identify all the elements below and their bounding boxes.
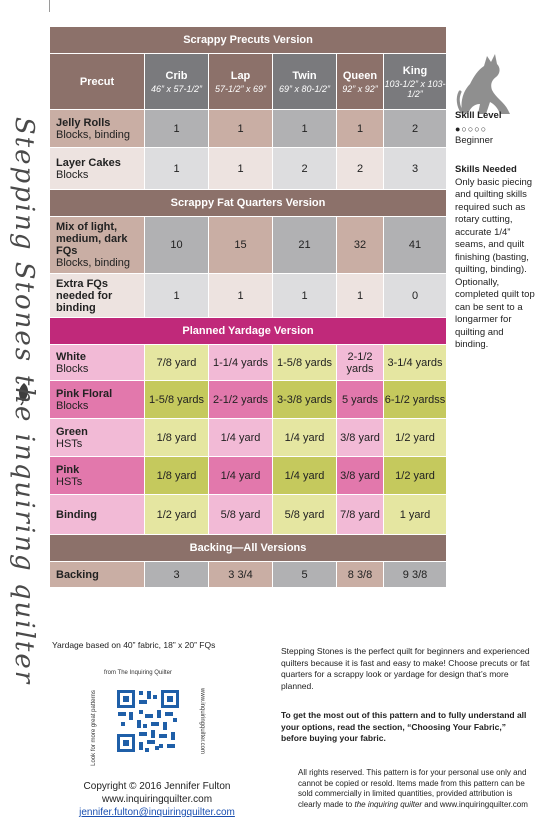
table-cell: 1/2 yard: [145, 495, 209, 535]
table-cell: 1: [145, 148, 209, 190]
table-cell: 5: [273, 562, 337, 588]
table-cell: 2: [273, 148, 337, 190]
table-row: [50, 345, 447, 381]
table-row: [50, 457, 447, 495]
table-cell: 1/4 yard: [273, 419, 337, 457]
qr-caption-right: www.inquiringquilter.com: [199, 687, 206, 755]
table-cell: 21: [273, 217, 337, 274]
section-fat-quarters: Scrappy Fat Quarters Version: [50, 190, 447, 217]
table-cell: 5 yards: [337, 381, 384, 419]
table-cell: 1-1/4 yards: [209, 345, 273, 381]
table-cell: 1/2 yard: [384, 457, 447, 495]
table-cell: 7/8 yard: [145, 345, 209, 381]
skill-level-block: [455, 110, 545, 148]
cat-illustration-icon: [456, 50, 514, 116]
side-title-top: Stepping Stones: [9, 116, 39, 364]
header-size: Lap 57-1/2” x 69”: [209, 54, 273, 110]
skill-level-value: Beginner: [455, 135, 494, 146]
side-title-bottom: the inquiring quilter: [9, 374, 39, 686]
table-cell: 1 yard: [384, 495, 447, 535]
skill-rating-dots: ●○○○○: [455, 123, 488, 134]
contact-block: [52, 780, 262, 819]
table-cell: 6-1/2 yardss: [384, 381, 447, 419]
table-cell: 8 3/8: [337, 562, 384, 588]
table-row: [50, 562, 447, 588]
table-cell: 2: [337, 148, 384, 190]
table-cell: 1: [145, 110, 209, 148]
intro-text: Stepping Stones is the perfect quilt for beginners and experienced quilters because it is fast and easy to make! Choose precuts or fat quarters for a scrappy look or yardage for design that’s more planned.: [281, 646, 530, 691]
row-label-cell: Pink HSTs: [50, 457, 145, 495]
table-row: [50, 217, 447, 274]
table-cell: 1: [337, 274, 384, 318]
table-cell: 1/4 yard: [209, 419, 273, 457]
row-label-cell: Jelly Rolls Blocks, binding: [50, 110, 145, 148]
row-label-cell: Mix of light, medium, dark FQs Blocks, binding: [50, 217, 145, 274]
qr-caption-left: Look for more great patterns: [90, 690, 97, 766]
email-link[interactable]: jennifer.fulton@inquiringquilter.com: [79, 807, 235, 818]
table-cell: 1-5/8 yards: [273, 345, 337, 381]
skills-needed-label: Skills Needed: [455, 164, 517, 175]
skill-level-label: Skill Level: [455, 110, 502, 121]
table-cell: 0: [384, 274, 447, 318]
table-cell: 1-5/8 yards: [145, 381, 209, 419]
header-precut: Precut: [50, 54, 145, 110]
header-size: Crib 46” x 57-1/2”: [145, 54, 209, 110]
table-row: [50, 419, 447, 457]
table-cell: 1: [209, 110, 273, 148]
table-cell: 1: [145, 274, 209, 318]
fabric-requirements-table: [49, 26, 447, 588]
yardage-note: Yardage based on 40” fabric, 18” x 20” FQs: [52, 640, 216, 650]
table-cell: 10: [145, 217, 209, 274]
table-cell: 7/8 yard: [337, 495, 384, 535]
row-label-cell: Backing: [50, 562, 145, 588]
table-cell: 1: [273, 110, 337, 148]
table-cell: 3: [384, 148, 447, 190]
tip-text: To get the most out of this pattern and to fully understand all your options, read the section, “Choosing Your Fabric,” before buying your fabric.: [281, 710, 527, 743]
table-row: [50, 274, 447, 318]
table-cell: 2: [384, 110, 447, 148]
row-label-cell: Binding: [50, 495, 145, 535]
table-cell: 1: [273, 274, 337, 318]
row-label-cell: Layer Cakes Blocks: [50, 148, 145, 190]
header-size: Queen 92” x 92”: [337, 54, 384, 110]
qr-block: [90, 670, 210, 775]
table-cell: 1: [337, 110, 384, 148]
qr-caption-top: from The Inquiring Quilter: [104, 670, 172, 676]
skills-needed-text: Only basic piecing and quilting skills required such as rotary cutting, accurate 1/4” seams, and quilt finishing (basting, quilting, binding). Optionally, completed quilt top can be sent to a longarmer for quilting and binding.: [455, 176, 535, 350]
table-row: [50, 110, 447, 148]
section-backing: Backing—All Versions: [50, 535, 447, 562]
table-cell: 1/2 yard: [384, 419, 447, 457]
skills-needed-block: [455, 164, 539, 352]
table-cell: 1/4 yard: [273, 457, 337, 495]
row-label-cell: Green HSTs: [50, 419, 145, 457]
table-cell: 2-1/2 yards: [337, 345, 384, 381]
section-yardage: Planned Yardage Version: [50, 318, 447, 345]
table-cell: 32: [337, 217, 384, 274]
copyright-text: Copyright © 2016 Jennifer Fulton: [83, 781, 231, 792]
table-cell: 9 3/8: [384, 562, 447, 588]
table-cell: 3-1/4 yards: [384, 345, 447, 381]
row-label-cell: White Blocks: [50, 345, 145, 381]
table-cell: 3-3/8 yards: [273, 381, 337, 419]
table-cell: 3/8 yard: [337, 419, 384, 457]
table-cell: 1/4 yard: [209, 457, 273, 495]
rights-text: All rights reserved. This pattern is for your personal use only and cannot be copied or resold. Items made from this pattern can be sold commercially in limited quantities, provided attribution is clearly made to the inquiring quilter and www.inquiringquilter.com: [298, 768, 528, 809]
table-cell: 5/8 yard: [273, 495, 337, 535]
table-cell: 1: [209, 274, 273, 318]
section-precuts: Scrappy Precuts Version: [50, 27, 447, 54]
table-cell: 1: [209, 148, 273, 190]
table-row: [50, 148, 447, 190]
website-text: www.inquiringquilter.com: [101, 794, 213, 805]
top-rule: [49, 0, 50, 12]
header-size: Twin 69” x 80-1/2”: [273, 54, 337, 110]
table-cell: 3/8 yard: [337, 457, 384, 495]
table-cell: 15: [209, 217, 273, 274]
row-label-cell: Pink Floral Blocks: [50, 381, 145, 419]
table-row: [50, 495, 447, 535]
table-cell: 2-1/2 yards: [209, 381, 273, 419]
row-label-cell: Extra FQs needed for binding: [50, 274, 145, 318]
table-cell: 5/8 yard: [209, 495, 273, 535]
side-title: [0, 116, 48, 686]
header-size: King 103-1/2” x 103-1/2”: [384, 54, 447, 110]
table-cell: 3 3/4: [209, 562, 273, 588]
table-cell: 41: [384, 217, 447, 274]
table-row: [50, 381, 447, 419]
table-cell: 1/8 yard: [145, 457, 209, 495]
qr-code-icon[interactable]: [115, 688, 181, 754]
table-cell: 1/8 yard: [145, 419, 209, 457]
table-cell: 3: [145, 562, 209, 588]
